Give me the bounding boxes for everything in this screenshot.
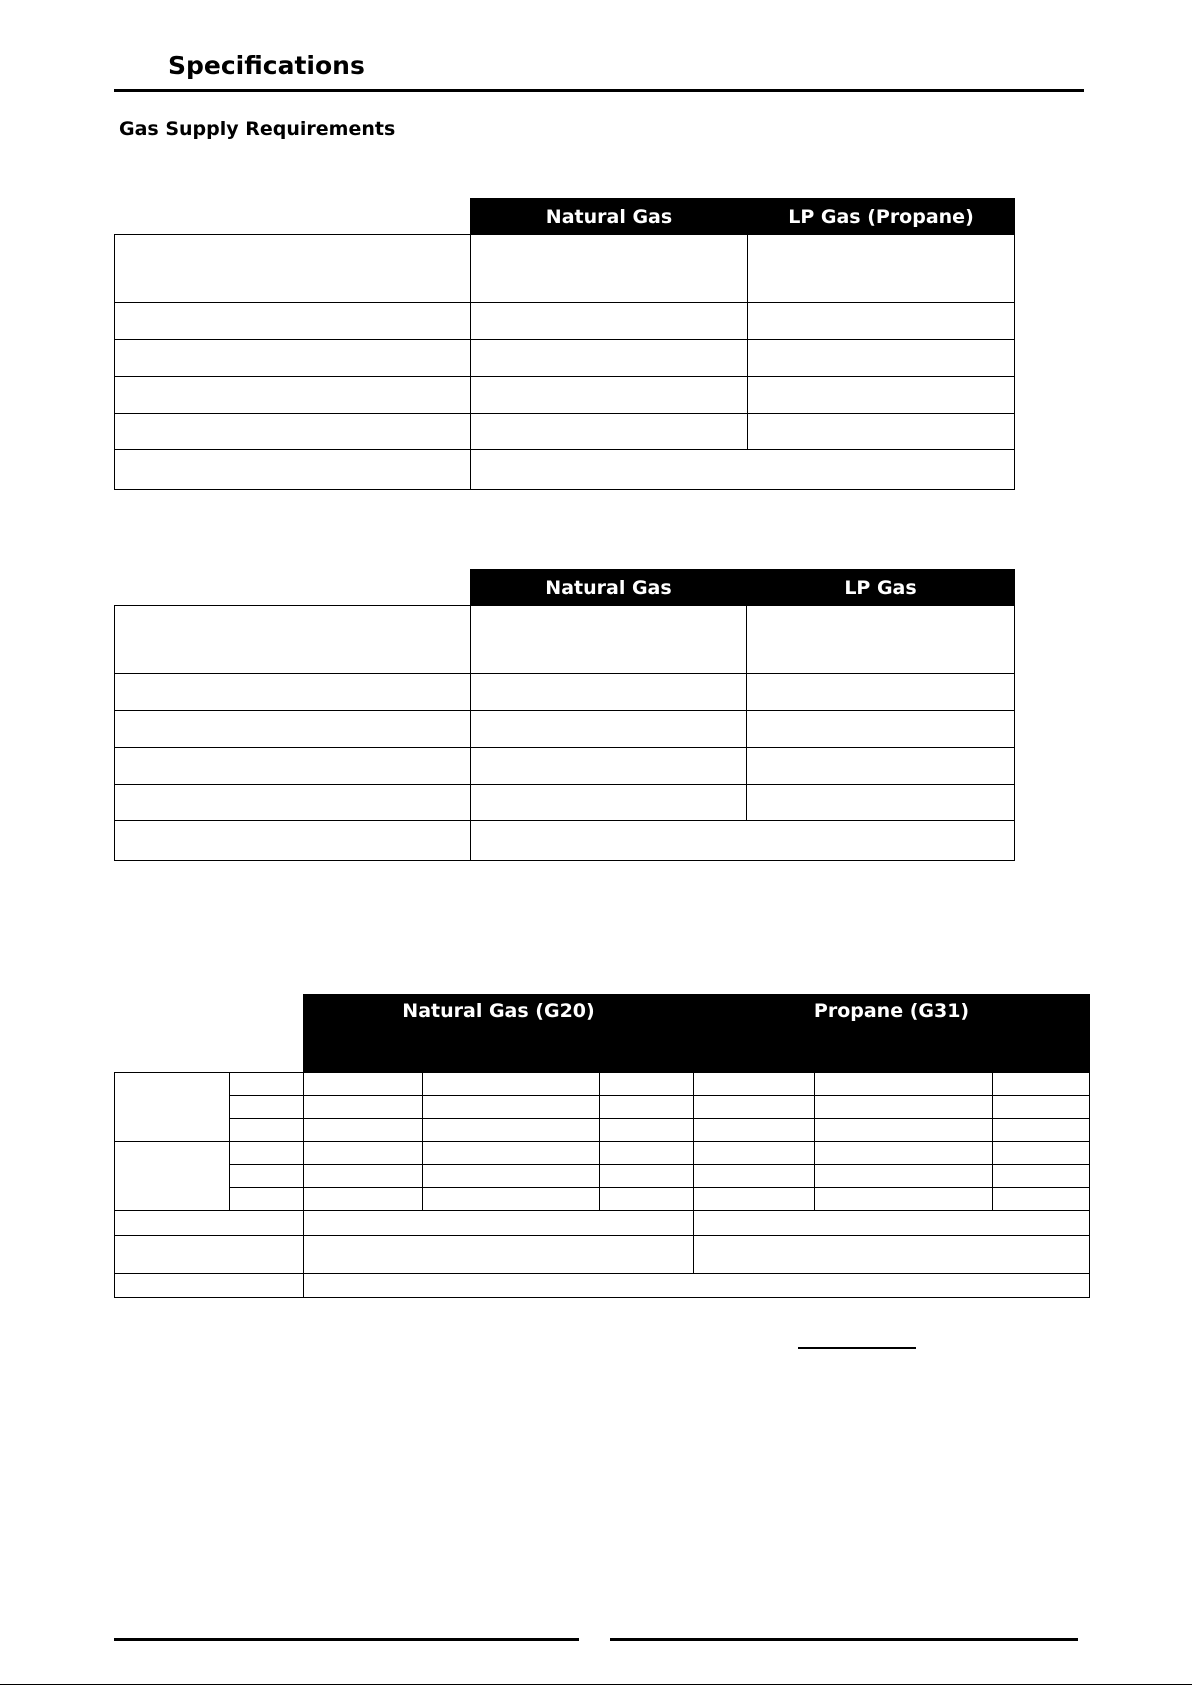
table-row [115,450,1015,490]
table-row [115,303,1015,340]
column-header-lp-gas-propane: LP Gas (Propane) [748,199,1015,235]
column-subheader [993,1028,1090,1073]
gas-supply-table-2 [114,569,1015,861]
table-row [115,821,1015,861]
section-heading: Gas Supply Requirements [119,118,396,140]
table-row [115,748,1015,785]
column-group-header-natural-gas-g20: Natural Gas (G20) [304,995,694,1028]
column-header-lp-gas: LP Gas [747,570,1015,606]
table-row [115,785,1015,821]
column-subheader [304,1028,423,1073]
title-divider [114,89,1084,92]
table-row [115,1096,1090,1119]
table-row [115,414,1015,450]
table-row [115,674,1015,711]
table-row [115,606,1015,674]
table-row [115,377,1015,414]
underline-mark [798,1347,916,1349]
table-row [115,711,1015,748]
column-subheader [694,1028,815,1073]
table-row [115,340,1015,377]
table-row [115,1165,1090,1188]
column-subheader [815,1028,993,1073]
column-subheader [423,1028,600,1073]
table-row [115,1236,1090,1274]
table-row [115,1142,1090,1165]
header-blank-cell [115,995,304,1073]
footer-divider-right [610,1638,1078,1641]
table-row [115,1188,1090,1211]
table-row [115,1119,1090,1142]
footer-divider-left [114,1638,579,1641]
table-row [115,1274,1090,1298]
page-title: Specifications [168,51,365,80]
table-row [115,1073,1090,1096]
gas-supply-table-3 [114,994,1090,1298]
header-blank-cell [115,199,471,235]
column-subheader [600,1028,694,1073]
table-row [115,235,1015,303]
header-blank-cell [115,570,471,606]
column-header-natural-gas: Natural Gas [471,199,748,235]
gas-supply-table-1 [114,198,1015,490]
column-group-header-propane-g31: Propane (G31) [694,995,1090,1028]
column-header-natural-gas: Natural Gas [471,570,747,606]
table-row [115,1211,1090,1236]
